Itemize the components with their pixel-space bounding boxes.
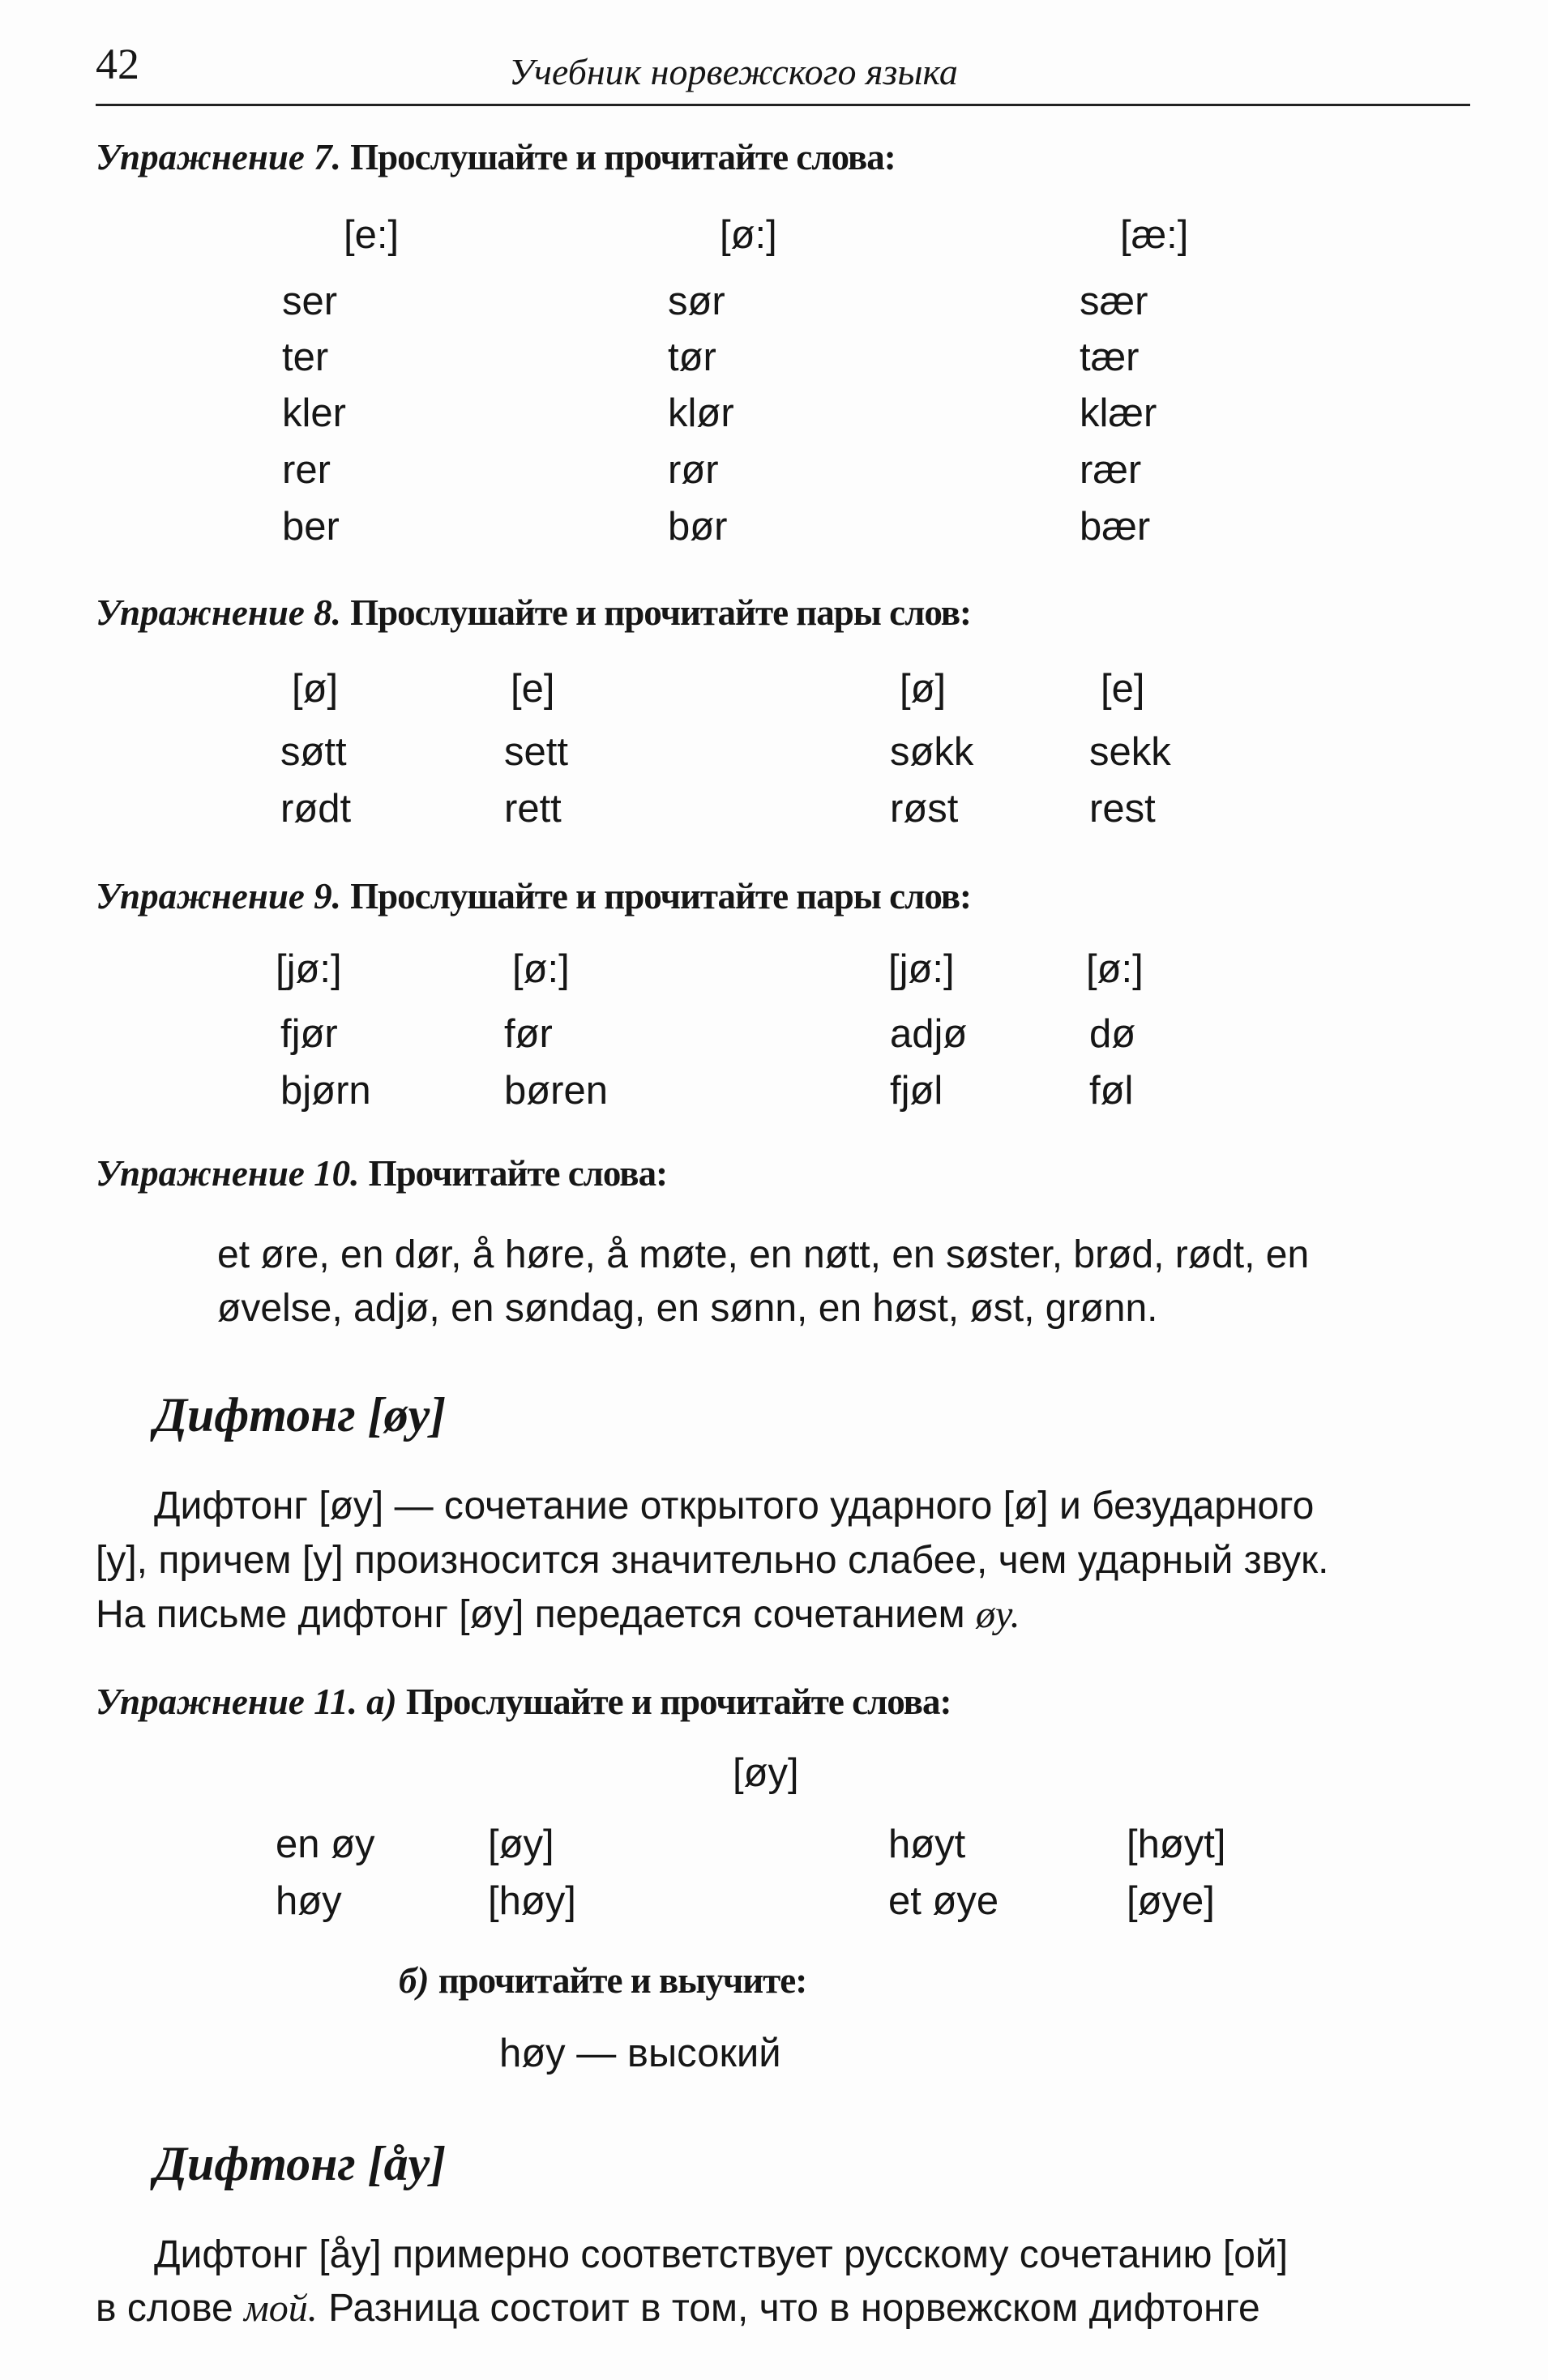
ex7-word: klær (1080, 391, 1157, 435)
ex11-word: et øye (888, 1879, 999, 1923)
exercise-10-heading (96, 1152, 667, 1194)
ex11-word: høyt (888, 1822, 966, 1866)
exercise-9-heading (96, 875, 971, 917)
paragraph-line (96, 1588, 1020, 1642)
ex9-header: [jø:] (888, 947, 955, 991)
paragraph-line: Дифтонг [øy] — сочетание открытого ударного [ø] и безударного (154, 1485, 1315, 1528)
ex7-word: ter (282, 335, 329, 379)
exercise-10-instruction: Прочитайте слова: (368, 1153, 668, 1194)
ex7-word: sør (668, 280, 725, 323)
ex7-word: klør (668, 391, 734, 435)
ex7-word: ser (282, 280, 338, 323)
ex7-word: tør (668, 335, 716, 379)
ex8-word: røst (890, 787, 959, 831)
ex8-word: rødt (280, 787, 352, 831)
ex9-word: dø (1089, 1012, 1136, 1056)
exercise-9-instruction: Прослушайте и прочитайте пары слов: (350, 876, 972, 917)
exercise-10-line: øvelse, adjø, en søndag, en sønn, en høst, øst, grønn. (217, 1287, 1158, 1330)
header-rule (96, 104, 1470, 106)
ex8-word: søtt (280, 730, 347, 774)
ex7-header-e: [e:] (344, 213, 400, 257)
ex11-word: høy (276, 1879, 342, 1923)
ex9-header: [ø:] (512, 947, 570, 991)
exercise-7-heading (96, 136, 896, 178)
ex9-word: føl (1089, 1069, 1134, 1113)
ex11-word: [øy] (488, 1822, 554, 1866)
exercise-8-instruction: Прослушайте и прочитайте пары слов: (350, 592, 972, 633)
exercise-11-instruction-b: прочитайте и выучите: (438, 1960, 807, 2001)
paragraph-line: [y], причем [y] произносится значительно слабее, чем ударный звук. (96, 1539, 1329, 1582)
ex11-word: [høyt] (1127, 1822, 1226, 1866)
exercise-11-part-b: б) (399, 1960, 430, 2001)
ex11-word: [høy] (488, 1879, 576, 1923)
paragraph-text: На письме дифтонг [øy] передается сочетанием (96, 1593, 965, 1636)
ex7-word: tær (1080, 335, 1140, 379)
vocab-entry: høy — высокий (499, 2032, 781, 2075)
ex9-word: adjø (890, 1012, 968, 1056)
exercise-8-heading (96, 592, 971, 634)
ex11-word: en øy (276, 1822, 375, 1866)
ex7-word: rær (1080, 448, 1142, 492)
paragraph-text: Разница состоит в том, что в норвежском дифтонге (328, 2287, 1260, 2330)
exercise-11-part-a: а) (366, 1681, 397, 1722)
ex7-word: ber (282, 505, 340, 549)
ex7-word: sær (1080, 280, 1148, 323)
paragraph-line (96, 2282, 1260, 2335)
ex9-header: [jø:] (276, 947, 342, 991)
ex7-word: bør (668, 505, 728, 549)
ex8-header: [e] (1101, 667, 1145, 711)
ex7-header-ae: [æ:] (1120, 213, 1189, 257)
exercise-10-line: et øre, en dør, å høre, å møte, en nøtt, en søster, brød, rødt, en (217, 1233, 1310, 1276)
ex8-word: sekk (1089, 730, 1171, 774)
ex9-header: [ø:] (1086, 947, 1144, 991)
paragraph-italic: мой. (244, 2287, 318, 2330)
ex11-center-phon: [øy] (733, 1751, 799, 1795)
ex9-word: fjør (280, 1012, 338, 1056)
page-number: 42 (96, 40, 139, 88)
paragraph-line: Дифтонг [åy] примерно соответствует русскому сочетанию [ой] (154, 2233, 1289, 2276)
ex8-word: sett (504, 730, 568, 774)
ex7-header-o: [ø:] (720, 213, 777, 257)
ex7-word: bær (1080, 505, 1151, 549)
ex11-word: [øye] (1127, 1879, 1215, 1923)
exercise-11-instruction-a: Прослушайте и прочитайте слова: (405, 1681, 951, 1722)
exercise-7-instruction: Прослушайте и прочитайте слова: (350, 137, 896, 177)
ex7-word: kler (282, 391, 346, 435)
ex7-word: rør (668, 448, 719, 492)
ex9-word: fjøl (890, 1069, 943, 1113)
exercise-9-label: Упражнение 9. (96, 876, 341, 917)
ex9-word: børen (504, 1069, 609, 1113)
exercise-11-part-b-heading (399, 1959, 806, 2002)
ex8-header: [ø] (900, 667, 947, 711)
ex8-word: søkk (890, 730, 974, 774)
exercise-11-heading (96, 1681, 951, 1723)
exercise-10-label: Упражнение 10. (96, 1153, 360, 1194)
ex9-word: bjørn (280, 1069, 371, 1113)
ex8-word: rest (1089, 787, 1156, 831)
ex8-header: [e] (511, 667, 555, 711)
exercise-8-label: Упражнение 8. (96, 592, 341, 633)
section-heading-ay: Дифтонг [åy] (154, 2137, 447, 2190)
paragraph-text: в слове (96, 2287, 233, 2330)
paragraph-italic: øy. (976, 1593, 1020, 1636)
ex9-word: før (504, 1012, 553, 1056)
ex8-word: rett (504, 787, 562, 831)
ex8-header: [ø] (292, 667, 339, 711)
exercise-7-label: Упражнение 7. (96, 137, 341, 177)
ex7-word: rer (282, 448, 331, 492)
exercise-11-label: Упражнение 11. (96, 1681, 357, 1722)
section-heading-oy: Дифтонг [øy] (154, 1388, 447, 1442)
book-title: Учебник норвежского языка (509, 51, 958, 92)
